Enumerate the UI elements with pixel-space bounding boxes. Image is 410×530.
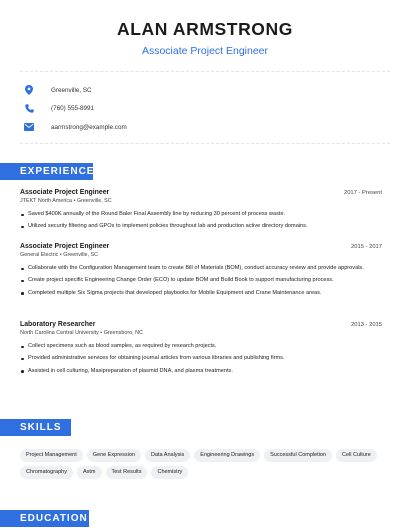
contact-email xyxy=(20,118,390,137)
skill-chip: Chemistry xyxy=(151,466,188,479)
job-bullet: Completed multiple Six Sigma projects that developed playbooks for Mobile Equipment and Crane Maintenance areas. xyxy=(20,290,382,298)
contact-phone-text: (760) 555-8991 xyxy=(51,105,95,113)
job-company-line xyxy=(20,252,382,258)
skill-chip: Data Analysis xyxy=(145,449,190,462)
job-role: Laboratory Researcher xyxy=(20,321,96,328)
job-company-line xyxy=(20,198,382,204)
job-dates: 2015 - 2017 xyxy=(351,244,382,250)
experience-entry xyxy=(20,189,382,236)
location-pin-icon xyxy=(22,83,36,97)
job-company: JTEKT North America xyxy=(20,198,73,204)
resume-header xyxy=(0,0,410,58)
contact-block xyxy=(20,71,390,144)
job-company-line xyxy=(20,330,382,336)
skills-heading: SKILLS xyxy=(0,419,71,436)
skill-chip: Engineering Drawings xyxy=(194,449,260,462)
experience-heading: EXPERIENCE xyxy=(0,163,93,180)
job-location: Greenville, SC xyxy=(63,252,99,258)
job-bullet: Utilized security filtering and GPOs to implement policies throughout lab and production active directory domains. xyxy=(20,223,382,231)
candidate-title: Associate Project Engineer xyxy=(141,45,269,57)
job-bullet: Assisted in cell culturing, Maxipreparation of plasmid DNA, and plasma treatments. xyxy=(20,368,382,376)
job-bullets xyxy=(20,211,382,231)
skill-chip: Test Results xyxy=(106,466,148,479)
contact-phone xyxy=(20,100,390,119)
skill-chip: Project Management xyxy=(20,449,83,462)
job-bullets xyxy=(20,265,382,297)
separator-dot: • xyxy=(59,252,64,258)
education-heading: EDUCATION xyxy=(0,510,89,527)
job-company: North Carolina Central University xyxy=(20,330,99,336)
job-bullet: Saved $400K annually of the Round Baler Final Assembly line by reducing 30 percent of process waste. xyxy=(20,211,382,219)
job-bullet: Collaborate with the Configuration Management team to create Bill of Materials (BOM), conduct accuracy review and provide approvals. xyxy=(20,265,382,273)
job-dates: 2013 - 2015 xyxy=(351,322,382,328)
separator-dot: • xyxy=(100,330,104,336)
email-icon xyxy=(22,120,36,134)
job-role: Associate Project Engineer xyxy=(20,243,110,250)
job-bullet: Provided administrative services for obtaining journal articles from various libraries and publishing firms. xyxy=(20,355,382,363)
job-company: General Electric xyxy=(20,252,59,258)
job-bullets xyxy=(20,343,382,375)
experience-entry xyxy=(20,243,382,302)
contact-location xyxy=(20,81,390,100)
skill-chip: Astm xyxy=(77,466,102,479)
experience-entry xyxy=(20,321,382,380)
phone-icon xyxy=(22,102,36,116)
job-bullet: Collect specimens such as blood samples, as required by research projects. xyxy=(20,343,382,351)
skill-chip: Successful Completion xyxy=(264,449,332,462)
skill-chip: Gene Expression xyxy=(87,449,141,462)
job-bullet: Create project specific Engineering Change Order (ECO) to update BOM and Build Book to support manufacturing process. xyxy=(20,277,382,285)
job-dates: 2017 - Present xyxy=(343,190,382,196)
skills-list xyxy=(20,449,390,483)
skill-chip: Cell Culture xyxy=(336,449,377,462)
contact-email-text: aarmstrong@example.com xyxy=(51,123,127,131)
separator-dot: • xyxy=(73,198,77,204)
job-location: Greensboro, NC xyxy=(103,330,143,336)
skill-chip: Chromatography xyxy=(20,466,73,479)
contact-location-text: Greenville, SC xyxy=(51,86,92,94)
job-role: Associate Project Engineer xyxy=(20,189,110,196)
candidate-name: ALAN ARMSTRONG xyxy=(117,19,293,39)
job-location: Greenville, SC xyxy=(76,198,112,204)
